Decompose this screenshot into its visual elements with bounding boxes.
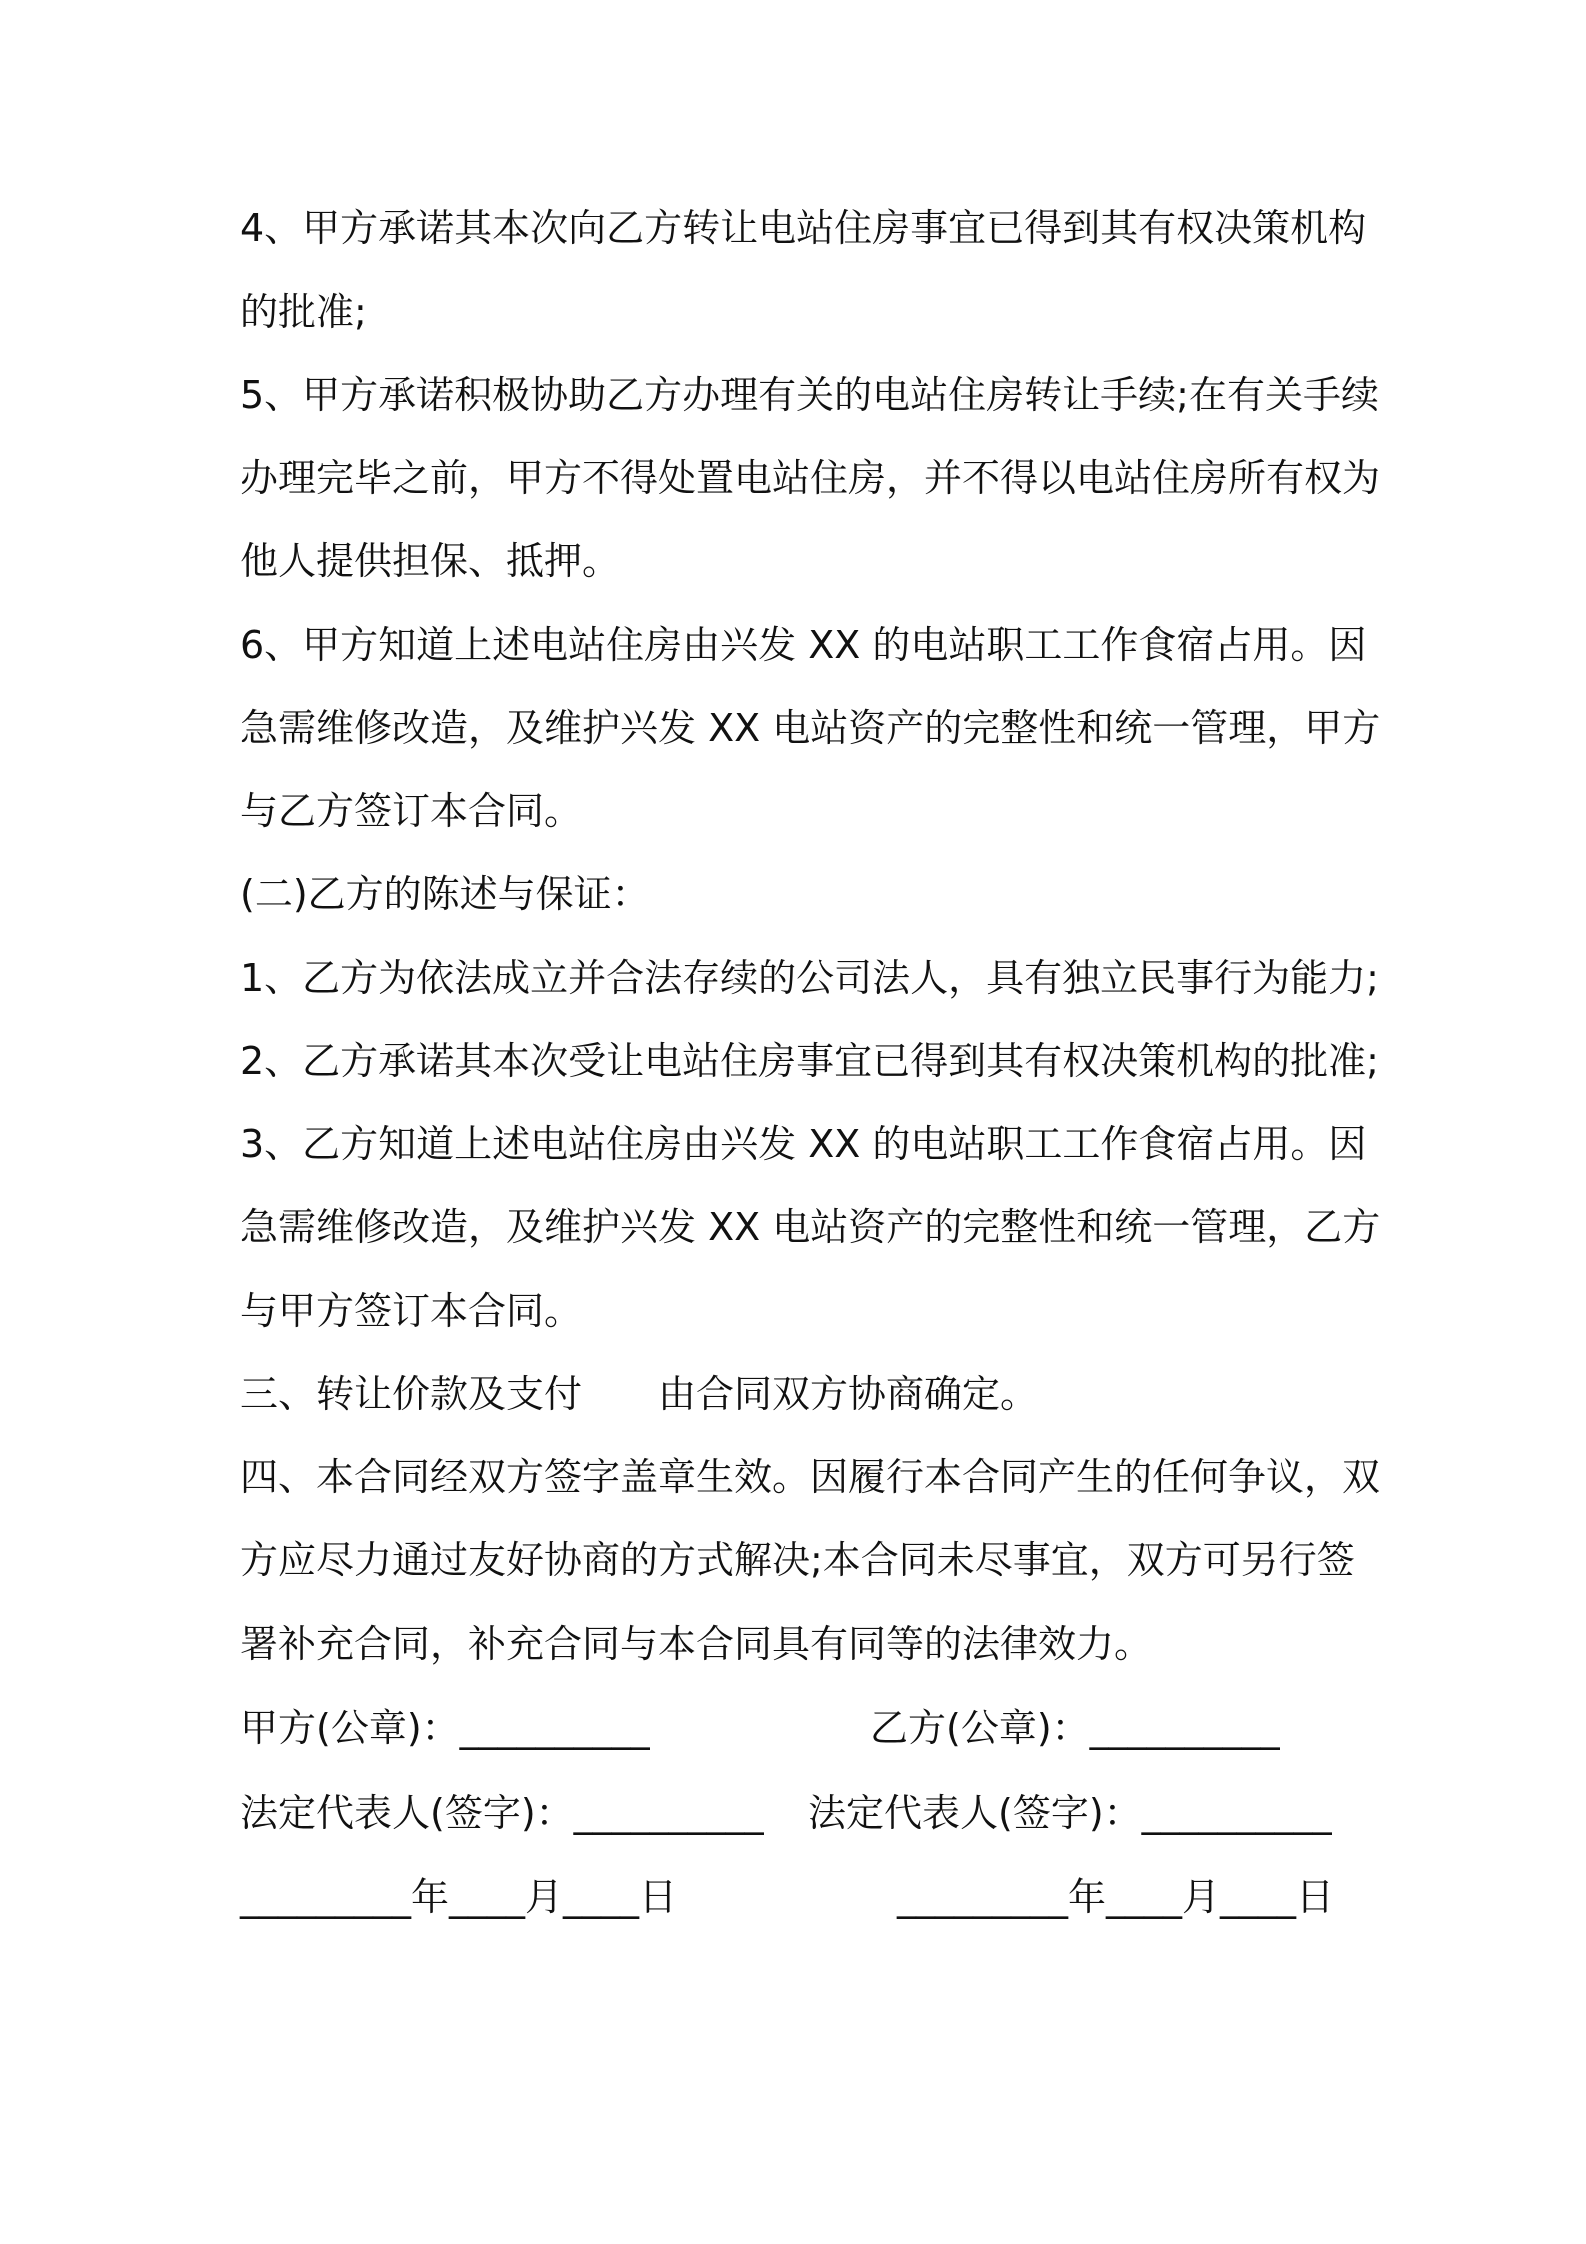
party-a-date: _________年____月____日 <box>240 1875 678 1919</box>
text-line: 与乙方签订本合同。 <box>240 789 583 833</box>
text-line: 5、甲方承诺积极协助乙方办理有关的电站住房转让手续;在有关手续 <box>240 373 1379 417</box>
text-line: 四、本合同经双方签字盖章生效。因履行本合同产生的任何争议，双 <box>240 1455 1381 1499</box>
text-line: 与甲方签订本合同。 <box>240 1289 583 1333</box>
text-line: 急需维修改造，及维护兴发 XX 电站资产的完整性和统一管理，乙方 <box>240 1205 1381 1249</box>
text-line: 的批准; <box>240 290 367 334</box>
party-b-seal: 乙方(公章)：__________ <box>870 1706 1280 1750</box>
section-heading: 三、转让价款及支付 由合同双方协商确定。 <box>240 1372 1039 1416</box>
text-line: 急需维修改造，及维护兴发 XX 电站资产的完整性和统一管理，甲方 <box>240 706 1381 750</box>
text-line: 署补充合同，补充合同与本合同具有同等的法律效力。 <box>240 1622 1153 1666</box>
party-b-date: _________年____月____日 <box>897 1875 1335 1919</box>
party-b-representative: 法定代表人(签字)：__________ <box>808 1791 1332 1835</box>
text-line: 6、甲方知道上述电站住房由兴发 XX 的电站职工工作食宿占用。因 <box>240 623 1367 667</box>
party-a-representative: 法定代表人(签字)：__________ <box>240 1791 764 1835</box>
text-line: 1、乙方为依法成立并合法存续的公司法人，具有独立民事行为能力; <box>240 956 1379 1000</box>
text-line: 3、乙方知道上述电站住房由兴发 XX 的电站职工工作食宿占用。因 <box>240 1122 1367 1166</box>
section-heading: (二)乙方的陈述与保证： <box>240 872 650 916</box>
text-line: 2、乙方承诺其本次受让电站住房事宜已得到其有权决策机构的批准; <box>240 1039 1379 1083</box>
text-line: 他人提供担保、抵押。 <box>240 539 621 583</box>
text-line: 方应尽力通过友好协商的方式解决;本合同未尽事宜，双方可另行签 <box>240 1538 1355 1582</box>
party-a-seal: 甲方(公章)：__________ <box>240 1706 650 1750</box>
text-line: 办理完毕之前，甲方不得处置电站住房，并不得以电站住房所有权为 <box>240 456 1381 500</box>
text-line: 4、甲方承诺其本次向乙方转让电站住房事宜已得到其有权决策机构 <box>240 206 1367 250</box>
